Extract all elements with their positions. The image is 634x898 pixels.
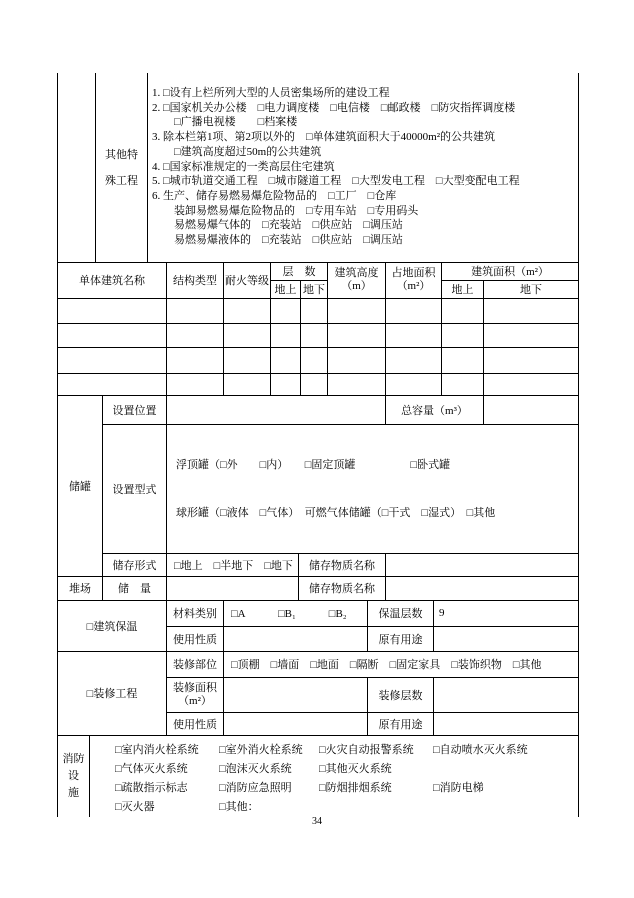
input-fire-rating[interactable]: [224, 373, 271, 395]
input-area-above[interactable]: [442, 323, 484, 347]
col-header-footprint-area: [386, 262, 442, 298]
input-building-height[interactable]: [328, 347, 386, 373]
input-floors-below[interactable]: [301, 298, 328, 323]
input-decoration-area[interactable]: [224, 677, 368, 712]
special-projects-label-line2: 殊工程: [105, 175, 138, 188]
input-floors-above[interactable]: [271, 347, 301, 373]
input-floors-below[interactable]: [301, 347, 328, 373]
input-fire-rating[interactable]: [224, 323, 271, 347]
input-yard-substance-name[interactable]: [386, 576, 579, 600]
col-header-building-height: [328, 262, 386, 298]
label-tank-position: 设置位置: [103, 395, 167, 424]
input-insulation-original-use[interactable]: [434, 626, 579, 651]
special-project-option-line[interactable]: 易燃易爆液体的 □充装站 □供应站 □调压站: [152, 234, 403, 247]
cell-category-continued: [58, 73, 96, 262]
input-area-above[interactable]: [442, 347, 484, 373]
decoration-area-label-line2: （m²）: [178, 694, 212, 707]
col-header-floors-above: 地上: [271, 280, 301, 298]
building-height-label-line1: 建筑高度: [334, 267, 379, 279]
col-header-floors-below: 地下: [301, 280, 328, 298]
col-header-fire-rating: 耐火等级: [224, 262, 271, 298]
input-footprint-area[interactable]: [386, 373, 442, 395]
input-area-below[interactable]: [484, 298, 579, 323]
fire-option-evacuation-signs[interactable]: □疏散指示标志: [115, 781, 188, 794]
cell-special-projects-options: [148, 73, 579, 262]
input-floors-above[interactable]: [271, 323, 301, 347]
fire-option-smoke-control[interactable]: □防烟排烟系统: [319, 781, 392, 794]
input-floors-above[interactable]: [271, 298, 301, 323]
decoration-part-options[interactable]: □顶棚 □墙面 □地面 □隔断 □固定家具 □装饰织物 □其他: [224, 651, 579, 677]
material-category-options[interactable]: □A □B₁ □B₂: [224, 600, 368, 626]
input-area-below[interactable]: [484, 373, 579, 395]
form-table: [57, 73, 578, 817]
storage-form-options[interactable]: □地上 □半地下 □地下: [167, 553, 299, 576]
fire-option-blank: [319, 798, 433, 817]
fire-option-outdoor-hydrant[interactable]: □室外消火栓系统: [219, 743, 303, 756]
special-project-option-line[interactable]: 4. □国家标准规定的一类高层住宅建筑: [152, 160, 335, 173]
input-building-name[interactable]: [58, 323, 167, 347]
input-building-name[interactable]: [58, 373, 167, 395]
fire-option-blank: [433, 798, 578, 817]
input-building-height[interactable]: [328, 323, 386, 347]
fire-option-fire-elevator[interactable]: □消防电梯: [433, 781, 484, 794]
fire-option-blank: [433, 760, 578, 779]
input-building-height[interactable]: [328, 298, 386, 323]
input-area-below[interactable]: [484, 347, 579, 373]
input-tank-substance-name[interactable]: [386, 553, 579, 576]
fire-option-other-extinguishing[interactable]: □其他灭火系统: [319, 762, 392, 775]
label-storage-form: 储存形式: [103, 553, 167, 576]
input-building-height[interactable]: [328, 373, 386, 395]
col-header-floors: 层 数: [271, 262, 328, 280]
label-decoration-part: 装修部位: [167, 651, 224, 677]
cell-tank-type-options: [167, 424, 579, 553]
tank-type-options-line1[interactable]: 浮顶罐（□外 □内） □固定顶罐 □卧式罐: [176, 458, 451, 471]
special-projects-label-line1: 其他特: [105, 149, 138, 162]
fire-facilities-label-line1: 消防设: [62, 752, 85, 782]
footprint-label-line2: （m²）: [396, 280, 431, 292]
fire-option-gas-extinguishing[interactable]: □气体灭火系统: [115, 762, 188, 775]
input-building-name[interactable]: [58, 298, 167, 323]
input-floors-below[interactable]: [301, 373, 328, 395]
label-tank-type: 设置型式: [103, 424, 167, 553]
special-project-option-line[interactable]: □建筑高度超过50m的公共建筑: [152, 145, 322, 158]
special-project-option-line[interactable]: 2. □国家机关办公楼 □电力调度楼 □电信楼 □邮政楼 □防灾指挥调度楼: [152, 101, 516, 114]
building-table-empty-row: [58, 373, 579, 395]
col-header-building-name: 单体建筑名称: [58, 262, 167, 298]
section-insulation: [57, 600, 579, 652]
special-project-option-line[interactable]: 3. 除本栏第1项、第2项以外的 □单体建筑面积大于40000m²的公共建筑: [152, 131, 495, 144]
checkbox-decoration-project[interactable]: □装修工程: [58, 651, 167, 735]
input-insulation-layers[interactable]: 9: [434, 600, 579, 626]
fire-option-auto-alarm[interactable]: □火灾自动报警系统: [319, 743, 414, 756]
fire-option-sprinkler[interactable]: □自动喷水灭火系统: [433, 743, 528, 756]
special-project-option-line[interactable]: 6. 生产、储存易燃易爆危险物品的 □工厂 □仓库: [152, 189, 397, 202]
input-area-above[interactable]: [442, 373, 484, 395]
fire-option-extinguisher[interactable]: □灭火器: [115, 800, 155, 813]
label-total-capacity: 总容量（m³）: [386, 395, 484, 424]
special-project-option-line[interactable]: □广播电视楼 □档案楼: [152, 116, 298, 129]
fire-facilities-label-line2: 施: [68, 786, 79, 799]
building-table-empty-row: [58, 347, 579, 373]
special-project-option-line[interactable]: 易燃易爆气体的 □充装站 □供应站 □调压站: [152, 219, 403, 232]
input-decoration-original-use[interactable]: [434, 712, 579, 735]
row-label-fire-facilities: [58, 735, 90, 817]
checkbox-building-insulation[interactable]: □建筑保温: [58, 600, 167, 651]
building-height-label-line2: （m）: [341, 280, 372, 292]
input-decoration-usage[interactable]: [224, 712, 368, 735]
fire-option-other[interactable]: □其他：: [219, 800, 259, 813]
input-fire-rating[interactable]: [224, 347, 271, 373]
fire-option-foam-extinguishing[interactable]: □泡沫灭火系统: [219, 762, 292, 775]
label-material-category: 材料类别: [167, 600, 224, 626]
input-area-above[interactable]: [442, 298, 484, 323]
input-total-capacity[interactable]: [484, 395, 579, 424]
input-yard-quantity[interactable]: [167, 576, 299, 600]
input-building-name[interactable]: [58, 347, 167, 373]
label-decoration-usage: 使用性质: [167, 712, 224, 735]
page-number: 34: [312, 816, 322, 827]
building-table-empty-row: [58, 298, 579, 323]
cell-special-projects-label: [96, 73, 148, 262]
input-floors-below[interactable]: [301, 323, 328, 347]
input-insulation-usage[interactable]: [224, 626, 368, 651]
decoration-area-label-line1: 装修面积: [173, 681, 217, 694]
label-insulation-original-use: 原有用途: [368, 626, 434, 651]
section-decoration: [57, 651, 579, 736]
special-project-option-line[interactable]: 1. □设有上栏所列大型的人员密集场所的建设工程: [152, 87, 390, 99]
section-storage-tank: [57, 395, 579, 601]
special-project-option-line[interactable]: 5. □城市轨道交通工程 □城市隧道工程 □大型发电工程 □大型变配电工程: [152, 175, 520, 188]
fire-option-emergency-lighting[interactable]: □消防应急照明: [219, 781, 292, 794]
section-special-projects: [57, 73, 579, 263]
row-label-stack-yard: 堆场: [58, 576, 103, 600]
input-footprint-area[interactable]: [386, 323, 442, 347]
input-tank-position[interactable]: [167, 395, 386, 424]
col-header-building-area: 建筑面积（m²）: [442, 262, 579, 280]
col-header-area-above: 地上: [442, 280, 484, 298]
label-decoration-original-use: 原有用途: [368, 712, 434, 735]
label-yard-quantity: 储 量: [103, 576, 167, 600]
row-label-storage-tank: 储罐: [58, 395, 103, 576]
section-fire-facilities: [57, 735, 579, 817]
building-table-empty-row: [58, 323, 579, 347]
label-decoration-area: [167, 677, 224, 712]
footprint-label-line1: 占地面积: [391, 267, 436, 279]
tank-type-options-line2[interactable]: 球形罐（□液体 □气体） 可燃气体储罐（□干式 □湿式） □其他: [176, 506, 496, 519]
label-tank-substance-name: 储存物质名称: [299, 553, 386, 576]
special-project-option-line[interactable]: 装卸易燃易爆危险物品的 □专用车站 □专用码头: [152, 204, 419, 217]
fire-option-indoor-hydrant[interactable]: □室内消火栓系统: [115, 743, 199, 756]
col-header-structure-type: 结构类型: [167, 262, 224, 298]
input-structure-type[interactable]: [167, 298, 224, 323]
input-structure-type[interactable]: [167, 323, 224, 347]
label-insulation-layers: 保温层数: [368, 600, 434, 626]
col-header-area-below: 地下: [484, 280, 579, 298]
input-footprint-area[interactable]: [386, 298, 442, 323]
cell-fire-facility-options: [90, 735, 579, 817]
input-structure-type[interactable]: [167, 347, 224, 373]
input-area-below[interactable]: [484, 323, 579, 347]
label-decoration-floors: 装修层数: [368, 677, 434, 712]
input-floors-above[interactable]: [271, 373, 301, 395]
input-footprint-area[interactable]: [386, 347, 442, 373]
label-yard-substance-name: 储存物质名称: [299, 576, 386, 600]
input-fire-rating[interactable]: [224, 298, 271, 323]
section-building-table: [57, 262, 579, 396]
label-insulation-usage: 使用性质: [167, 626, 224, 651]
input-structure-type[interactable]: [167, 373, 224, 395]
input-decoration-floors[interactable]: [434, 677, 579, 712]
